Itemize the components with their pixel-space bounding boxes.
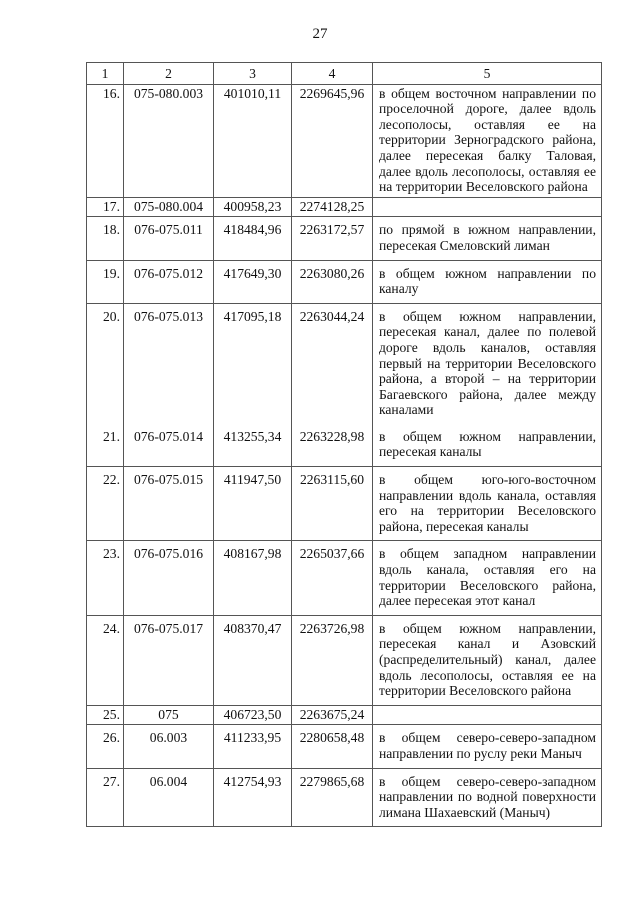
table-row — [87, 303, 602, 424]
coord-x: 411233,95 — [214, 725, 292, 768]
coord-x: 408370,47 — [214, 615, 292, 705]
coord-x: 417095,18 — [214, 303, 292, 424]
boundary-description: в общем западном направлении вдоль канала, оставляя его на территории Веселовского района, далее пересекая этот канал — [373, 541, 602, 615]
table-row — [87, 467, 602, 541]
point-code: 075-080.004 — [124, 197, 214, 217]
boundary-description — [373, 705, 602, 725]
row-number: 20. — [87, 303, 124, 424]
point-code: 06.004 — [124, 768, 214, 827]
row-number: 21. — [87, 424, 124, 467]
boundary-table — [86, 62, 602, 827]
row-number: 18. — [87, 217, 124, 260]
header-col-1: 1 — [87, 63, 124, 85]
boundary-description: по прямой в южном направлении, пересекая Смеловский лиман — [373, 217, 602, 260]
table-row — [87, 424, 602, 467]
header-row — [87, 63, 602, 85]
table-row — [87, 615, 602, 705]
boundary-description: в общем северо-северо-западном направлении по водной поверхности лимана Шахаевский (Маныч) — [373, 768, 602, 827]
table-row — [87, 260, 602, 303]
header-col-4: 4 — [292, 63, 373, 85]
coord-y: 2265037,66 — [292, 541, 373, 615]
coord-y: 2263675,24 — [292, 705, 373, 725]
table-row — [87, 705, 602, 725]
coord-y: 2263172,57 — [292, 217, 373, 260]
point-code: 076-075.017 — [124, 615, 214, 705]
coord-y: 2263044,24 — [292, 303, 373, 424]
coord-x: 406723,50 — [214, 705, 292, 725]
page-number: 27 — [312, 26, 328, 42]
row-number: 24. — [87, 615, 124, 705]
coord-x: 411947,50 — [214, 467, 292, 541]
table-row — [87, 217, 602, 260]
table-row — [87, 84, 602, 197]
boundary-description: в общем южном направлении по каналу — [373, 260, 602, 303]
header-col-5: 5 — [373, 63, 602, 85]
point-code: 076-075.016 — [124, 541, 214, 615]
header-col-2: 2 — [124, 63, 214, 85]
coord-x: 418484,96 — [214, 217, 292, 260]
boundary-description: в общем южном направлении, пересекая каналы — [373, 424, 602, 467]
row-number: 19. — [87, 260, 124, 303]
boundary-description: в общем южном направлении, пересекая канал, далее по полевой дороге вдоль каналов, оставляя первый на территории Веселовского района, а второй – на территории Багаевского района, далее между каналами — [373, 303, 602, 424]
row-number: 17. — [87, 197, 124, 217]
row-number: 22. — [87, 467, 124, 541]
point-code: 075-080.003 — [124, 84, 214, 197]
coord-y: 2263080,26 — [292, 260, 373, 303]
point-code: 076-075.012 — [124, 260, 214, 303]
boundary-description: в общем южном направлении, пересекая канал и Азовский (распределительный) канал, далее вдоль лесополосы, оставляя ее на территории Веселовского района — [373, 615, 602, 705]
coord-x: 417649,30 — [214, 260, 292, 303]
point-code: 076-075.013 — [124, 303, 214, 424]
coord-y: 2279865,68 — [292, 768, 373, 827]
boundary-description: в общем северо-северо-западном направлении по руслу реки Маныч — [373, 725, 602, 768]
coord-x: 400958,23 — [214, 197, 292, 217]
point-code: 075 — [124, 705, 214, 725]
row-number: 26. — [87, 725, 124, 768]
header-col-3: 3 — [214, 63, 292, 85]
row-number: 27. — [87, 768, 124, 827]
row-number: 23. — [87, 541, 124, 615]
coord-x: 412754,93 — [214, 768, 292, 827]
table-row — [87, 541, 602, 615]
boundary-description: в общем восточном направлении по проселочной дороге, далее вдоль лесополосы, оставляя ее на территории Зерноградского района, далее пересекая балку Таловая, далее вдоль лесополосы, оставляя ее на территории Веселовского района — [373, 84, 602, 197]
boundary-description — [373, 197, 602, 217]
table-row — [87, 197, 602, 217]
coord-y: 2269645,96 — [292, 84, 373, 197]
coord-y: 2263228,98 — [292, 424, 373, 467]
coord-x: 401010,11 — [214, 84, 292, 197]
boundary-description: в общем юго-юго-восточном направлении вдоль канала, оставляя его на территории Веселовского района, пересекая каналы — [373, 467, 602, 541]
coord-y: 2274128,25 — [292, 197, 373, 217]
coord-y: 2263726,98 — [292, 615, 373, 705]
table-row — [87, 768, 602, 827]
coord-y: 2263115,60 — [292, 467, 373, 541]
point-code: 076-075.015 — [124, 467, 214, 541]
row-number: 16. — [87, 84, 124, 197]
point-code: 076-075.014 — [124, 424, 214, 467]
coord-y: 2280658,48 — [292, 725, 373, 768]
point-code: 076-075.011 — [124, 217, 214, 260]
coord-x: 408167,98 — [214, 541, 292, 615]
coord-x: 413255,34 — [214, 424, 292, 467]
point-code: 06.003 — [124, 725, 214, 768]
table-row — [87, 725, 602, 768]
row-number: 25. — [87, 705, 124, 725]
